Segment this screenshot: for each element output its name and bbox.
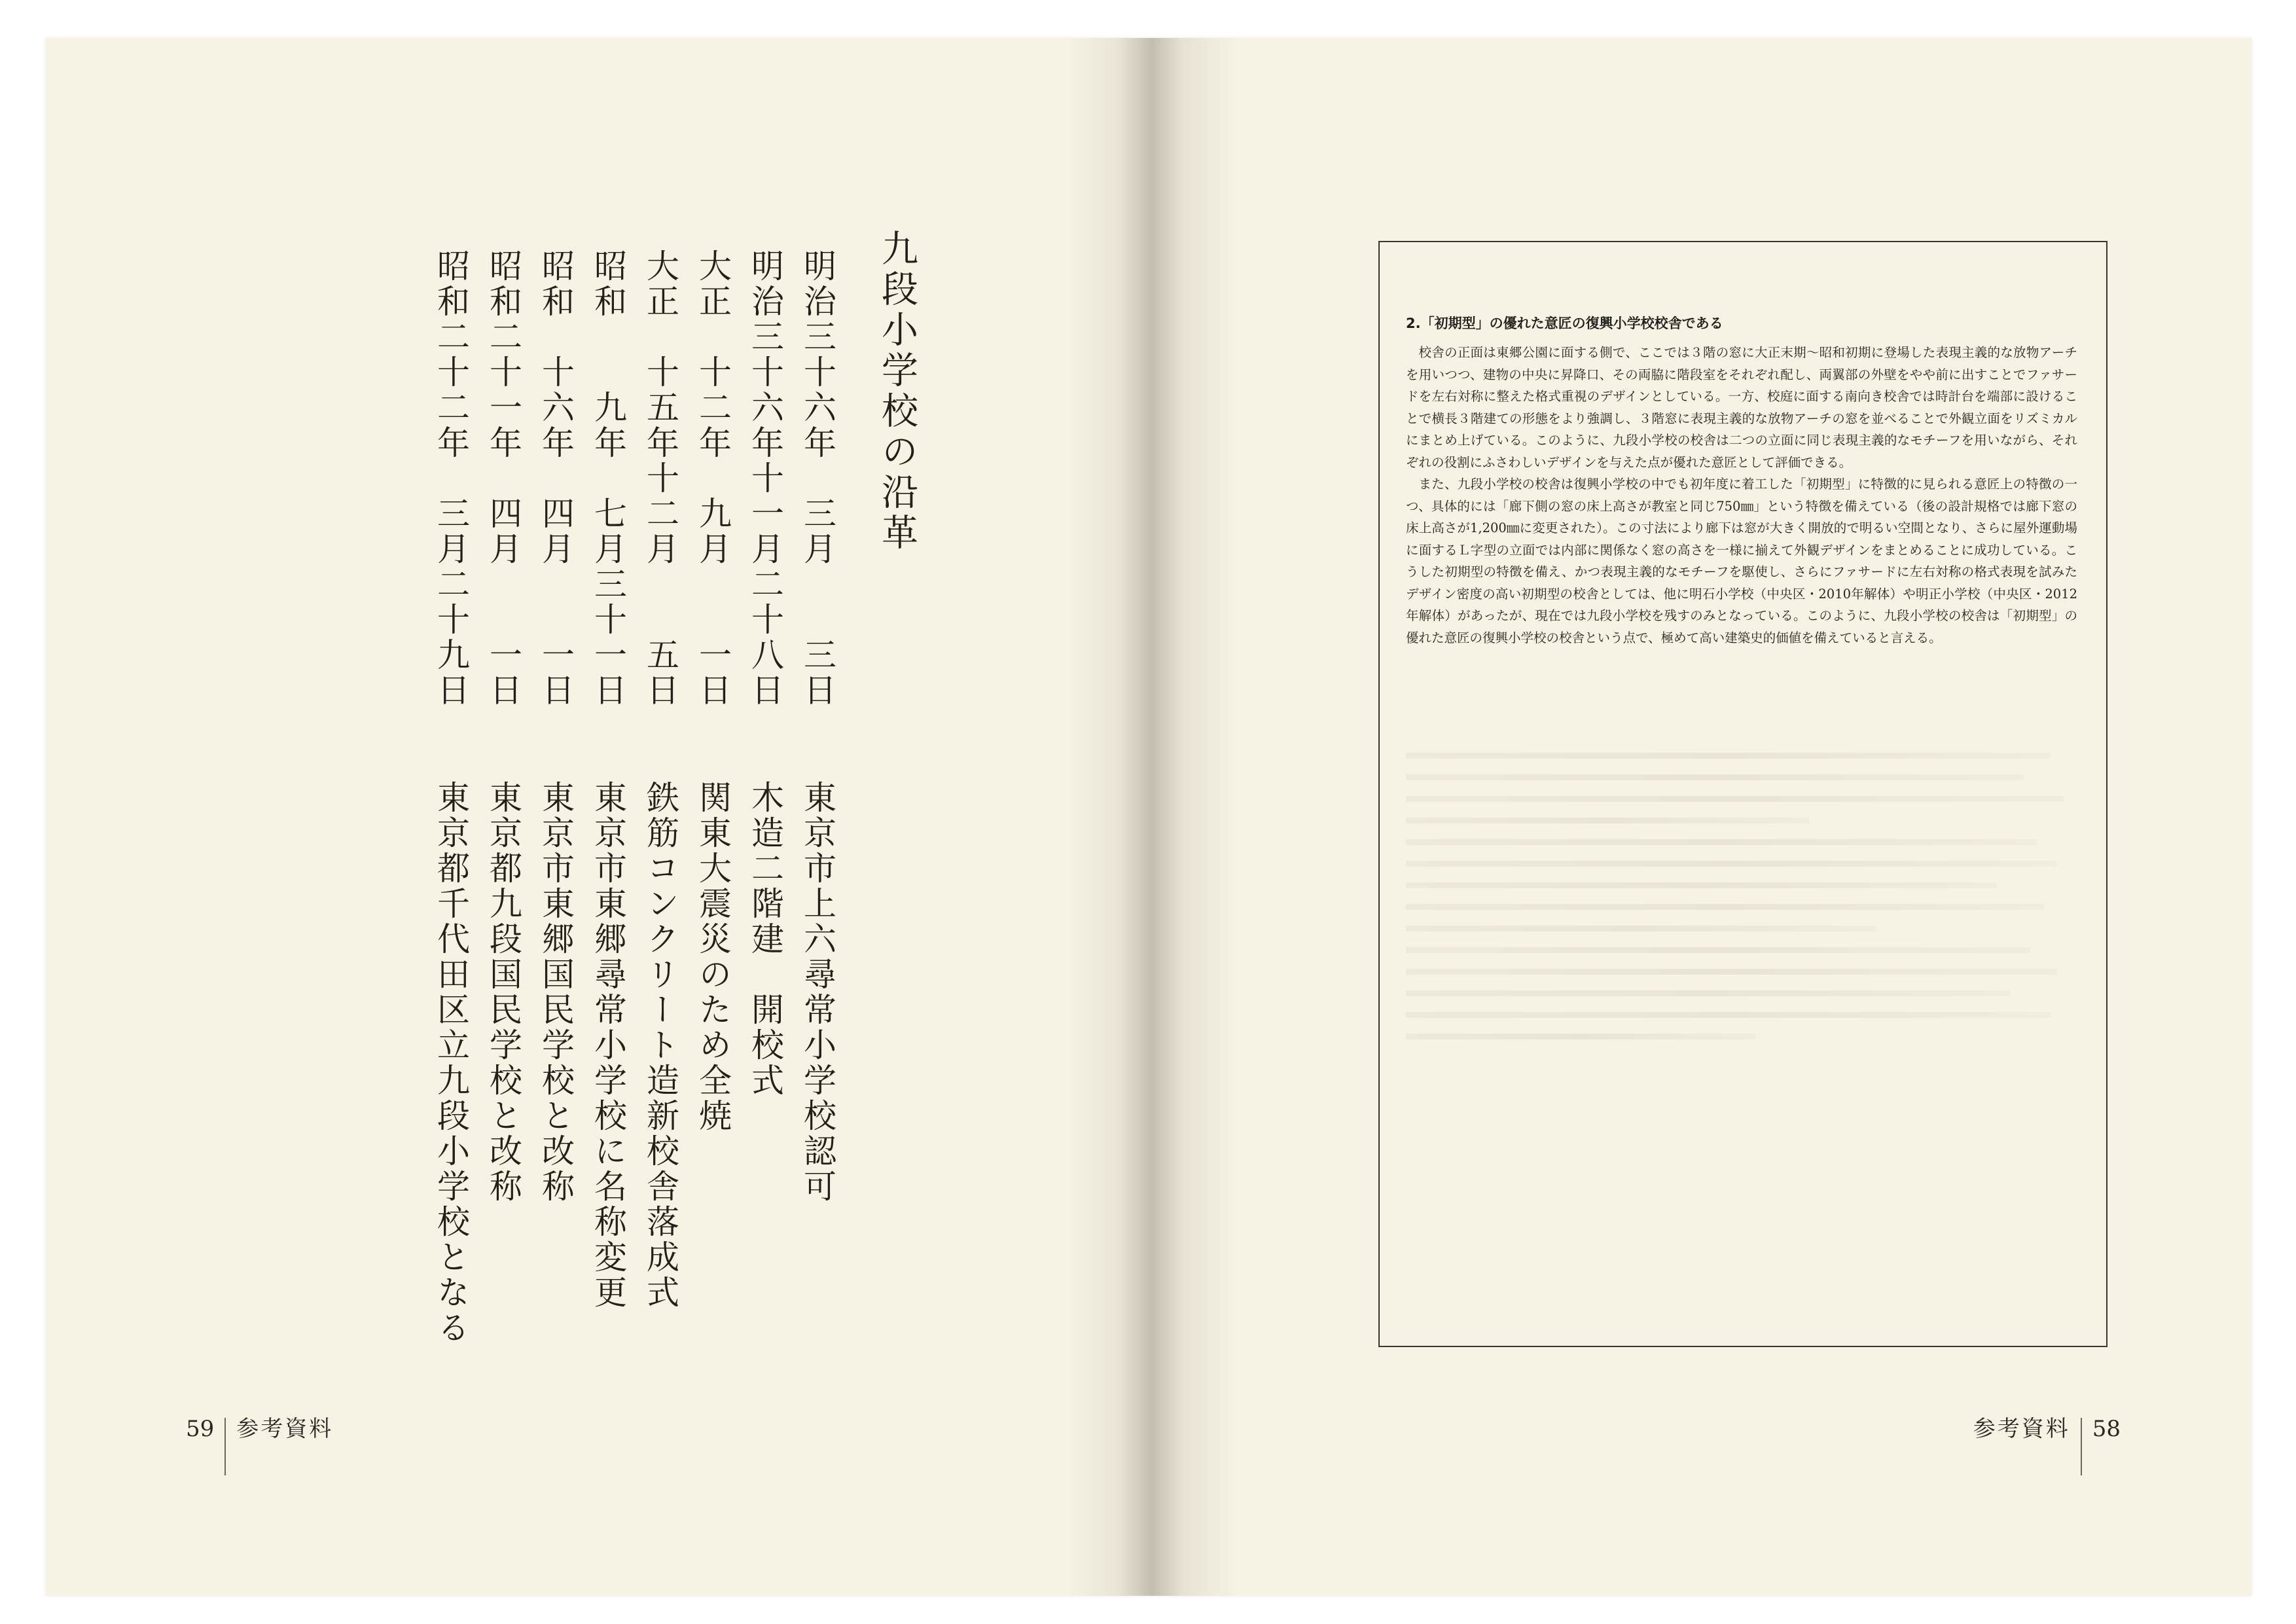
page-number: 59 xyxy=(186,1416,215,1442)
body-paragraph: また、九段小学校の校舎は復興小学校の中でも初年度に着工した「初期型」に特徴的に見られる意匠上の特徴の一つ、具体的には「廊下側の窓の床上高さが教室と同じ750㎜」という特徴を備えている（後の設計規格では廊下窓の床上高さが1,200㎜に変更された）。この寸法により廊下は窓が大きく開放的で明るい空間となり、さらに屋外運動場に面するＬ字型の立面では内部に関係なく窓の高さを一様に揃えて外観デザインをまとめることに成功している。こうした初期型の特徴を備え、かつ表現主義的なモチーフを駆使し、さらにファサードに左右対称の格式表現を試みたデザイン密度の高い初期型の校舎としては、他に明石小学校（中央区・2010年解体）や明正小学校（中央区・2012年解体）があったが、現在では九段小学校を残すのみとなっている。このように、九段小学校の校舎は「初期型」の優れた意匠の復興小学校の校舎という点で、極めて高い建築史的価値を備えていると言える。 xyxy=(1406,477,2077,645)
timeline-date: 昭和 十六年 四月 一日 xyxy=(537,249,575,708)
show-through-text xyxy=(1406,753,2077,1055)
page-footer xyxy=(186,1418,333,1475)
timeline-date: 大正 十五年十二月 五日 xyxy=(641,249,679,708)
show-through-text xyxy=(327,261,374,755)
timeline-event: 東京市東郷国民学校と改称 xyxy=(537,780,575,1204)
timeline-event: 東京都九段国民学校と改称 xyxy=(484,780,522,1204)
document-box xyxy=(1378,241,2108,1347)
section-label: 参考資料 xyxy=(236,1416,334,1442)
timeline-date: 明治三十六年 三月 三日 xyxy=(798,249,836,708)
timeline-event: 東京都千代田区立九段小学校となる xyxy=(432,780,470,1346)
page-number: 58 xyxy=(2092,1416,2121,1442)
left-page xyxy=(46,38,1145,1596)
page-heading: 九段小学校の沿革 xyxy=(876,229,918,554)
timeline-event: 鉄筋コンクリート造新校舎落成式 xyxy=(641,780,679,1310)
section-title: 2.「初期型」の優れた意匠の復興小学校校舎である xyxy=(1406,316,1723,331)
timeline-date: 昭和 九年 七月三十一日 xyxy=(589,249,627,708)
book-spread xyxy=(46,38,2251,1596)
timeline-date: 明治三十六年十一月二十八日 xyxy=(746,249,784,708)
timeline-event: 関東大震災のため全焼 xyxy=(694,780,732,1134)
footer-rule xyxy=(2081,1418,2082,1475)
timeline-event: 東京市東郷尋常小学校に名称変更 xyxy=(589,780,627,1310)
footer-rule xyxy=(224,1418,226,1475)
timeline-event: 東京市上六尋常小学校認可 xyxy=(798,780,836,1204)
page-footer xyxy=(1973,1418,2121,1475)
section-label: 参考資料 xyxy=(1973,1416,2070,1442)
timeline-date: 大正 十二年 九月 一日 xyxy=(694,249,732,708)
body-paragraph: 校舎の正面は東郷公園に面する側で、ここでは３階の窓に大正末期〜昭和初期に登場した表現主義的な放物アーチを用いつつ、建物の中央に昇降口、その両脇に階段室をそれぞれ配し、両翼部の外壁をやや前に出すことでファサードを左右対称に整えた格式重視のデザインとしている。一方、校庭に面する南向き校舎では時計台を端部に設けることで横長３階建ての形態をより強調し、３階窓に表現主義的な放物アーチの窓を並べることで外観立面をリズミカルにまとめ上げている。このように、九段小学校の校舎は二つの立面に同じ表現主義的なモチーフを用いながら、それぞれの役割にふさわしいデザインを与えた点が優れた意匠として評価できる。 xyxy=(1406,345,2077,470)
timeline-date: 昭和二十二年 三月二十九日 xyxy=(432,249,470,708)
right-page xyxy=(1152,38,2251,1596)
timeline-date: 昭和二十一年 四月 一日 xyxy=(484,249,522,708)
timeline-event: 木造二階建 開校式 xyxy=(746,780,784,1098)
